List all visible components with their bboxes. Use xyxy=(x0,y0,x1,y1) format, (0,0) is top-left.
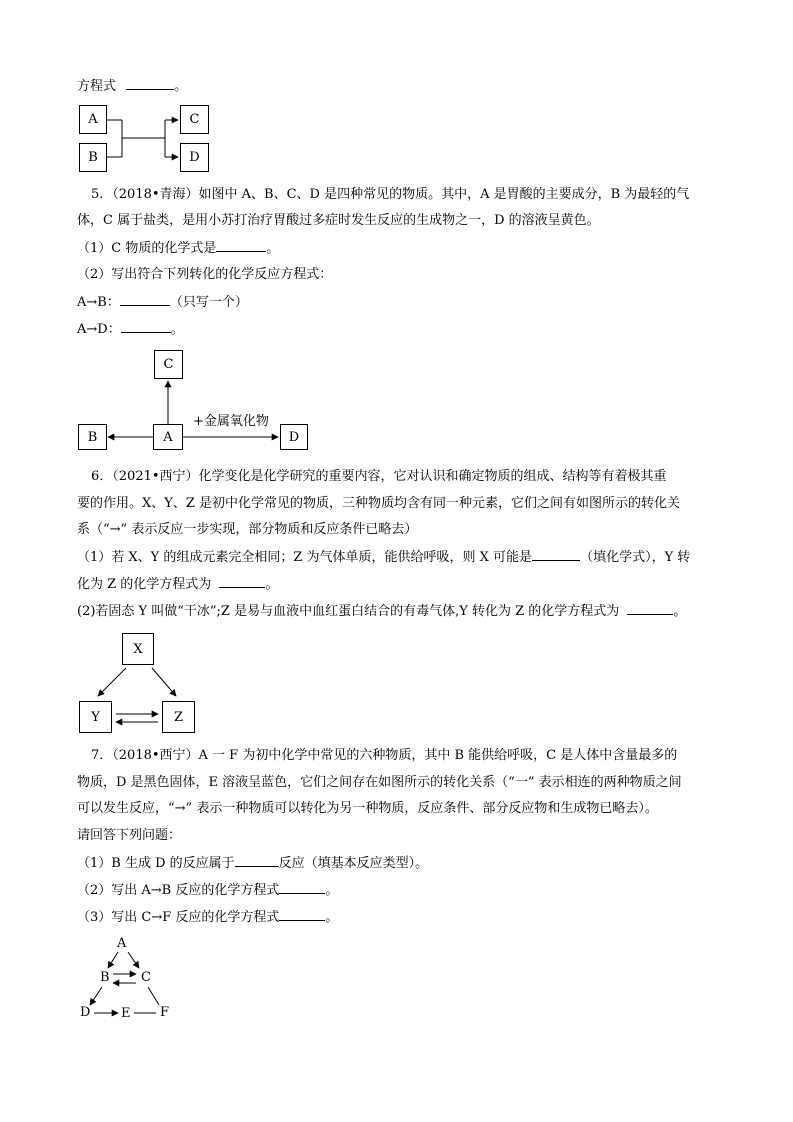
q5-line-4: （2）写出符合下列转化的化学反应方程式： xyxy=(77,267,333,282)
q5-node-c-label: C xyxy=(163,357,174,372)
q6-q1-eq-text: 化为 Z 的化学方程式为 xyxy=(77,577,212,592)
node-d xyxy=(180,143,209,172)
q5-q1-end: 。 xyxy=(266,241,280,256)
q7-node-a: A xyxy=(117,936,127,951)
node-b xyxy=(79,143,107,172)
q5-line-1: 5．（2018•青海）如图中 A、B、C、D 是四种常见的物质。其中，A 是胃酸的主要成分，B 为最轻的气 xyxy=(91,187,690,202)
q5-q1-text: （1）C 物质的化学式是 xyxy=(77,241,217,256)
q6-q1-text: （1）若 X、Y 的组成元素完全相同；Z 为气体单质，能供给呼吸，则 X 可能是 xyxy=(77,550,533,565)
q7-q3-end: 。 xyxy=(325,910,339,925)
q6-q1-eq-blank[interactable] xyxy=(219,575,265,588)
q6-q1-eq-end: 。 xyxy=(265,577,279,592)
q5-a-d-end: 。 xyxy=(170,322,184,337)
q6-node-y xyxy=(79,701,112,733)
q6-line-6 xyxy=(77,602,686,621)
q7-node-c: C xyxy=(141,970,151,985)
q5-node-a xyxy=(153,424,183,450)
q6-node-x xyxy=(122,633,154,665)
q7-node-b: B xyxy=(100,970,110,985)
q5-node-b xyxy=(78,424,107,450)
top-line-text: 方程式 xyxy=(77,79,117,94)
q6-q2-end: 。 xyxy=(673,604,687,619)
q5-line-2: 体，C 属于盐类，是用小苏打治疗胃酸过多症时发生反应的生成物之一，D 的溶液呈黄色。 xyxy=(77,213,600,228)
q6-line-1: 6．（2021•西宁）化学变化是化学研究的重要内容，它对认识和确定物质的组成、结构等有着极其重 xyxy=(91,469,667,484)
q7-line-2: 物质，D 是黑色固体，E 溶液呈蓝色，它们之间存在如图所示的转化关系（“一” 表示相连的两种物质之间 xyxy=(77,775,682,790)
q7-node-d: D xyxy=(80,1005,91,1020)
q7-q3-text: （3）写出 C→F 反应的化学方程式 xyxy=(77,910,280,925)
q7-line-5 xyxy=(77,854,428,873)
q6-node-z-label: Z xyxy=(173,709,184,725)
q5-line-3 xyxy=(77,239,279,258)
q6-line-2: 要的作用。X、Y、Z 是初中化学常见的物质，三种物质均含有同一种元素，它们之间有如图所示的转化关 xyxy=(77,496,681,511)
q5-arrow-label: +金属氧化物 xyxy=(193,414,269,429)
q5-node-b-label: B xyxy=(87,429,98,445)
q5-node-c xyxy=(154,350,183,379)
q7-q1-text: （1）B 生成 D 的反应属于 xyxy=(77,856,235,871)
node-a-label: A xyxy=(88,112,98,127)
q7-line-1: 7．（2018•西宁）A 一 F 为初中化学中常见的六种物质，其中 B 能供给呼吸，C 是人体中含量最多的 xyxy=(91,748,678,763)
node-a xyxy=(79,105,107,134)
q6-node-y-label: Y xyxy=(91,709,100,725)
q5-node-a-label: A xyxy=(163,429,173,445)
node-c-label: C xyxy=(189,112,200,127)
q5-q1-blank[interactable] xyxy=(216,239,266,252)
q7-q2-text: （2）写出 A→B 反应的化学方程式 xyxy=(77,883,280,898)
q7-node-e: E xyxy=(121,1006,131,1021)
q5-node-d-label: D xyxy=(288,429,300,445)
q7-q2-blank[interactable] xyxy=(279,881,325,894)
q7-line-4: 请回答下列问题： xyxy=(77,828,182,843)
node-c xyxy=(180,105,209,134)
node-b-label: B xyxy=(88,150,98,165)
q5-line-6 xyxy=(77,320,184,339)
q6-q2-blank[interactable] xyxy=(627,602,673,615)
q6-q1-text-tail: （填化学式），Y 转 xyxy=(580,550,691,565)
q5-node-d xyxy=(280,424,308,450)
q7-q3-blank[interactable] xyxy=(279,908,325,921)
top-line-end: 。 xyxy=(174,79,188,94)
q6-line-4 xyxy=(77,548,690,567)
q5-a-d-label: A→D： xyxy=(77,322,121,337)
q5-line-5 xyxy=(77,293,248,312)
node-d-label: D xyxy=(189,150,200,165)
q6-q2-text: (2)若固态 Y 叫做“干冰”;Z 是易与血液中血红蛋白结合的有毒气体,Y 转化为 Z 的化学方程式为 xyxy=(77,604,620,619)
q5-a-b-label: A→B： xyxy=(77,295,120,310)
q6-q1-blank[interactable] xyxy=(532,548,580,561)
q6-node-z xyxy=(162,701,195,733)
q7-line-7 xyxy=(77,908,338,927)
q6-line-3: 系（“→” 表示反应一步实现，部分物质和反应条件已略去） xyxy=(77,522,418,537)
q7-line-6 xyxy=(77,881,338,900)
q5-a-d-blank[interactable] xyxy=(121,320,171,333)
q7-q2-end: 。 xyxy=(325,883,339,898)
q5-a-b-blank[interactable] xyxy=(120,293,170,306)
q7-q1-blank[interactable] xyxy=(235,854,279,867)
q7-q1-tail: 反应（填基本反应类型）。 xyxy=(278,856,429,871)
q6-line-5 xyxy=(77,575,278,594)
q7-node-f: F xyxy=(160,1005,170,1020)
q5-a-b-note: （只写一个） xyxy=(169,295,248,310)
q7-line-3: 可以发生反应，“→” 表示一种物质可以转化为另一种物质，反应条件、部分反应物和生成物已略去）。 xyxy=(77,801,658,816)
q6-node-x-label: X xyxy=(133,641,143,657)
